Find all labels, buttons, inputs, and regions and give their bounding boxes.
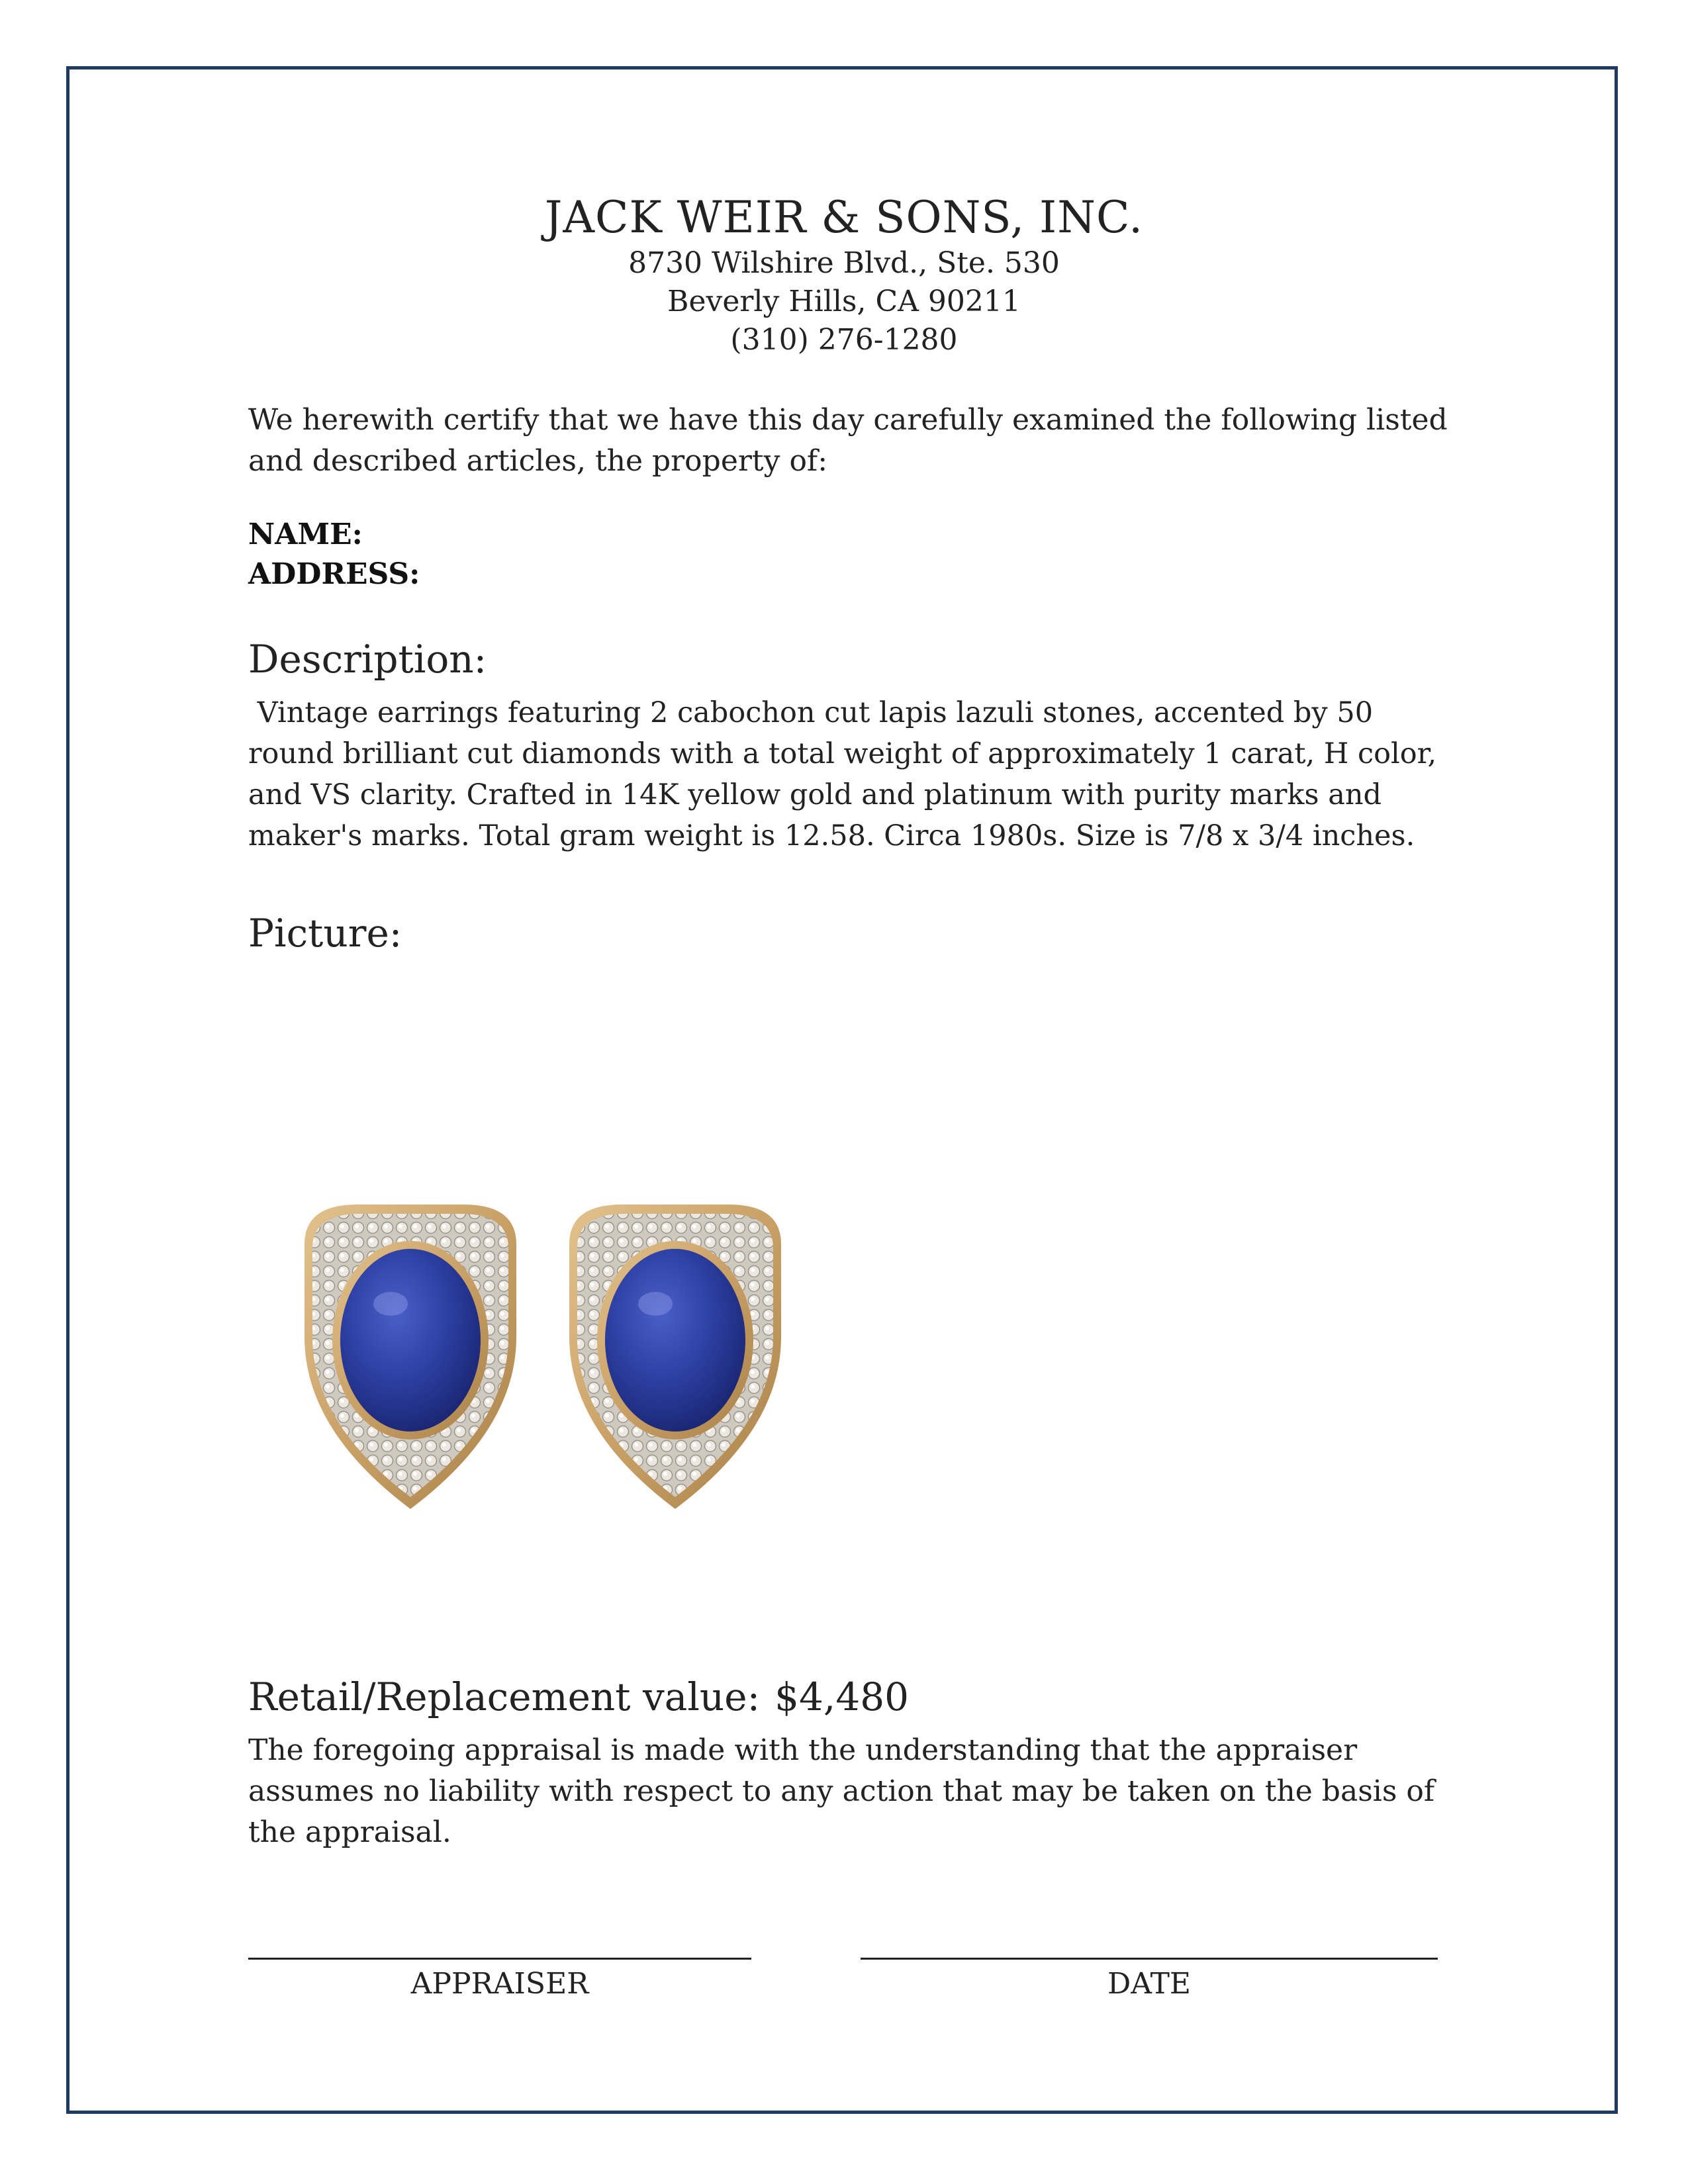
disclaimer-text: The foregoing appraisal is made with the understanding that the appraiser assumes no liability with respect to any action that may be taken on the basis of the appraisal.	[248, 1733, 1435, 1849]
company-name: JACK WEIR & SONS, INC.	[544, 192, 1144, 243]
name-label: NAME:	[248, 518, 363, 551]
description-heading: Description:	[248, 637, 487, 682]
picture-heading: Picture:	[248, 911, 402, 956]
date-label: DATE	[1107, 1967, 1192, 2001]
address-label: ADDRESS:	[248, 557, 420, 591]
appraiser-label: APPRAISER	[410, 1967, 589, 2001]
company-phone: (310) 276-1280	[730, 323, 958, 357]
right-earring	[569, 1205, 781, 1509]
company-address-line2: Beverly Hills, CA 90211	[667, 285, 1021, 318]
valuation-label: Retail/Replacement value:	[248, 1674, 761, 1719]
certification-text: We herewith certify that we have this day carefully examined the following listed and described articles, the property of:	[248, 403, 1448, 478]
description-text: Vintage earrings featuring 2 cabochon cut lapis lazuli stones, accented by 50 round brilliant cut diamonds with a total weight of approximately 1 carat, H color, and VS clarity. Crafted in 14K yellow gold and platinum with purity marks and maker's marks. Total gram weight is 12.58. Circa 1980s. Size is 7/8 x 3/4 inches.	[248, 696, 1446, 852]
valuation-amount: $4,480	[774, 1674, 910, 1719]
appraiser-signature-line	[248, 1958, 751, 1960]
company-address-line1: 8730 Wilshire Blvd., Ste. 530	[628, 246, 1060, 280]
date-signature-line	[861, 1958, 1438, 1960]
left-earring	[305, 1205, 516, 1509]
valuation-row	[248, 1674, 1453, 1719]
earrings-photo	[278, 1191, 847, 1535]
